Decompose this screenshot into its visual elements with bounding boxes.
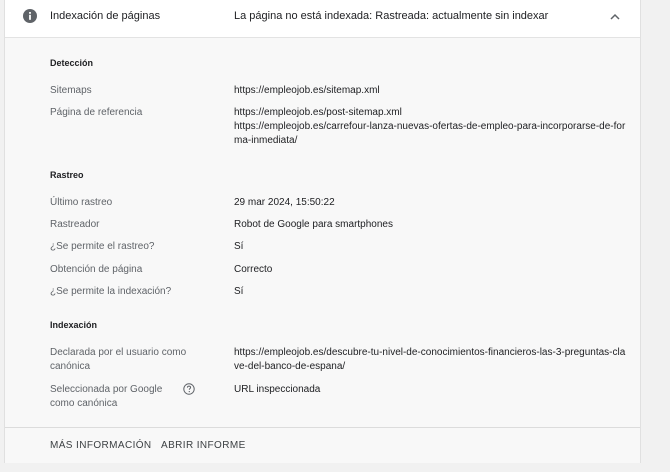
section-title-deteccion: Detección xyxy=(50,58,94,68)
seleccionada-label: Seleccionada por Google como canónica xyxy=(50,384,163,409)
obtencion-pagina-label: Obtención de página xyxy=(50,264,143,275)
section-title-rastreo: Rastreo xyxy=(50,170,84,180)
obtencion-pagina-value: Correcto xyxy=(234,264,273,275)
help-icon[interactable] xyxy=(183,383,195,395)
more-info-button[interactable]: MÁS INFORMACIÓN xyxy=(50,440,152,451)
header-title: Indexación de páginas xyxy=(50,10,161,22)
referencia-value-1: https://empleojob.es/post-sitemap.xml xyxy=(234,107,402,118)
rastreador-label: Rastreador xyxy=(50,219,100,230)
declarada-label: Declarada por el usuario como canónica xyxy=(50,347,187,372)
chevron-up-icon[interactable] xyxy=(608,10,622,24)
index-coverage-card xyxy=(4,0,641,463)
declarada-value: https://empleojob.es/descubre-tu-nivel-de-conocimientos-financieros-las-3-preguntas-clave-del-banco-de-espana/ xyxy=(234,347,626,372)
referencia-label: Página de referencia xyxy=(50,107,143,118)
permite-rastreo-label: ¿Se permite el rastreo? xyxy=(50,241,155,252)
open-report-button[interactable]: ABRIR INFORME xyxy=(161,440,246,451)
rastreador-value: Robot de Google para smartphones xyxy=(234,219,393,230)
card-header[interactable] xyxy=(5,0,640,38)
info-icon xyxy=(22,8,38,24)
card-footer xyxy=(5,427,640,463)
permite-indexacion-value: Sí xyxy=(234,286,244,297)
sitemaps-label: Sitemaps xyxy=(50,85,92,96)
permite-rastreo-value: Sí xyxy=(234,241,244,252)
header-status: La página no está indexada: Rastreada: actualmente sin indexar xyxy=(234,10,549,22)
ultimo-rastreo-value: 29 mar 2024, 15:50:22 xyxy=(234,197,335,208)
referencia-value-2: https://empleojob.es/carrefour-lanza-nuevas-ofertas-de-empleo-para-incorporarse-de-forma-inmediata/ xyxy=(234,121,626,146)
permite-indexacion-label: ¿Se permite la indexación? xyxy=(50,286,172,297)
section-title-indexacion: Indexación xyxy=(50,320,98,330)
ultimo-rastreo-label: Último rastreo xyxy=(50,197,113,208)
seleccionada-value: URL inspeccionada xyxy=(234,384,321,395)
sitemaps-value: https://empleojob.es/sitemap.xml xyxy=(234,85,380,96)
